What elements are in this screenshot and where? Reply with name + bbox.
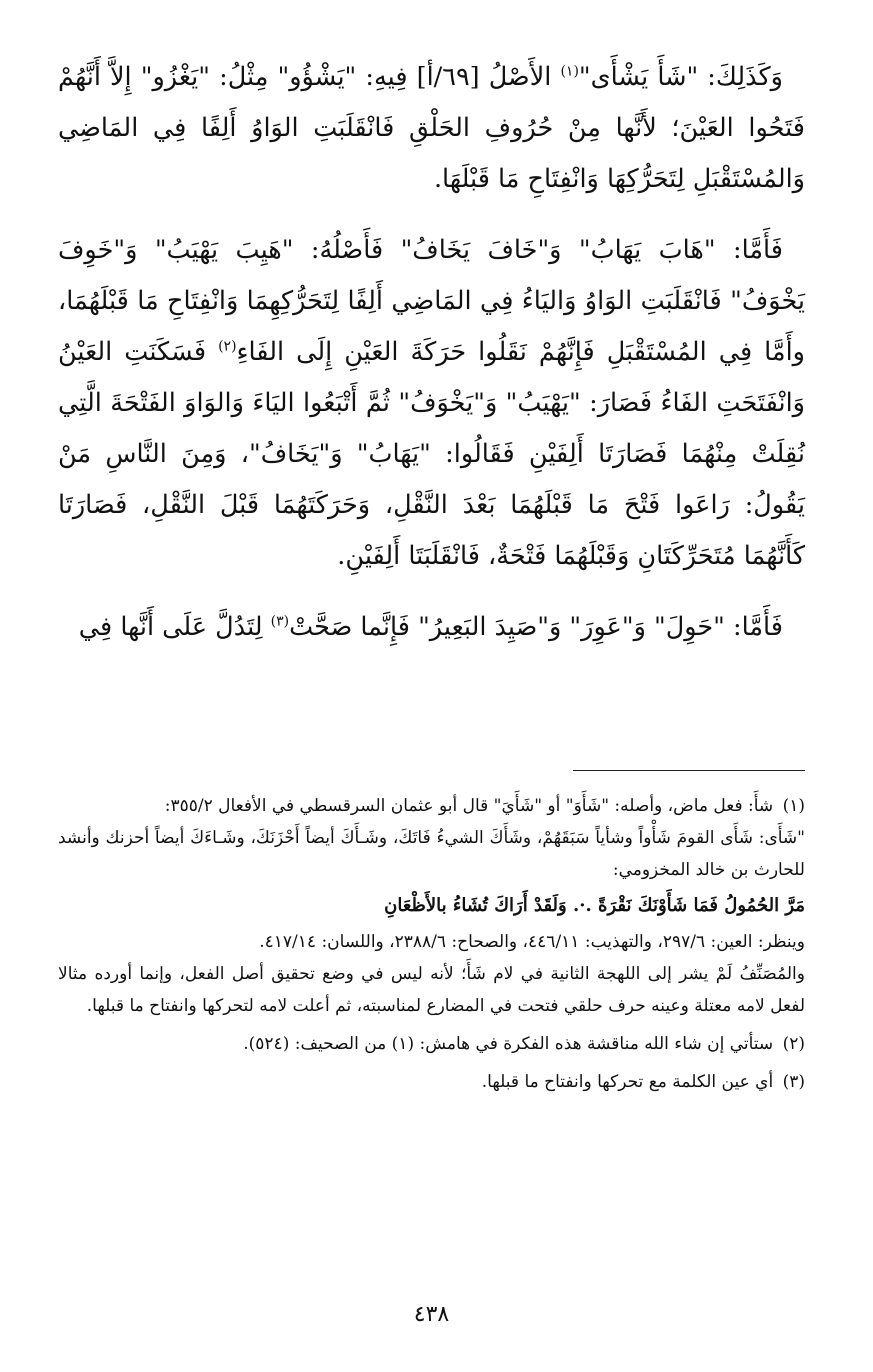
footnote-ref-3: (٣) [270, 613, 290, 630]
footnote-3-number: (٣) [782, 1072, 805, 1092]
paragraph-2-text-a: فَأَمَّا: "هَابَ يَهَابُ" وَ"خَافَ يَخَافُ" فَأَصْلُهُ: "هَيِبَ يَهْيَبُ" وَ"خَوِفَ يَخْوَفُ" فَانْقَلَبَتِ الوَاوُ وَاليَاءُ فِي المَاضِي أَلِفًا لِتَحَرُّكِهِمَا وَانْفِتَاحِ مَا قَبْلَهُمَا، وأَمَّا فِي المُسْتَقْبَلِ فَإِنَّهُمْ نَقَلُوا حَرَكَةَ العَيْنِ إِلَى الفَاءِ [58, 235, 805, 367]
footnote-1-line-1 [58, 790, 805, 822]
paragraph-3-text-b: لِتَدُلَّ عَلَى أَنَّها فِي [78, 612, 271, 642]
main-text [58, 52, 805, 673]
paragraph-1-text-b: الأَصْلُ [٦٩/أ] فِيهِ: "يَشْؤُو" مِثْلُ: "يَغْزُو" إِلاَّ أَنَّهُمْ فَتَحُوا العَيْنَ؛ لأَنَّها مِنْ حُرُوفِ الحَلْقِ فَانْقَلَبَتِ الوَاوُ أَلِفًا فِي المَاضِي وَالمُسْتَقْبَلِ لِتَحَرُّكِهَا وَانْفِتَاحِ مَا قَبْلَهَا. [58, 62, 805, 194]
footnote-3 [58, 1066, 805, 1098]
footnote-1-number: (١) [782, 796, 805, 816]
footnote-divider [573, 770, 805, 771]
footnote-2 [58, 1028, 805, 1060]
paragraph-2-text-b: فَسَكَنَتِ العَيْنُ وَانْفَتَحَتِ الفَاءُ فَصَارَ: "يَهْيَبُ" وَ"يَخْوَفُ" ثُمَّ أَتْبَعُوا اليَاءَ وَالوَاوَ الفَتْحَةَ الَّتِي نُقِلَتْ مِنْهُمَا فَصَارَتَا أَلِفَيْنِ فَقَالُوا: "يَهَابُ" وَ"يَخَافُ"، وَمِنَ النَّاسِ مَنْ يَقُولُ: رَاعَوا فَتْحَ مَا قَبْلَهُمَا بَعْدَ النَّقْلِ، وَحَرَكَتَهُمَا قَبْلَ النَّقْلِ، فَصَارَتَا كَأَنَّهُمَا مُتَحَرِّكَتَانِ وَقَبْلَهُمَا فَتْحَةٌ، فَانْقَلَبَتَا أَلِفَيْنِ. [58, 337, 805, 571]
paragraph-3 [58, 602, 805, 653]
footnote-1-line-1-text: شأَ: فعل ماض، وأصله: "شَأَوَ" أو "شَأَيَ" قال أبو عثمان السرقسطي في الأفعال ٣٥٥/٢: [164, 796, 774, 816]
page-number: ٤٣٨ [413, 1302, 450, 1327]
footnote-2-text: ستأتي إن شاء الله مناقشة هذه الفكرة في هامش: (١) من الصحيف: (٥٢٤). [243, 1034, 774, 1054]
book-page [58, 0, 805, 1372]
paragraph-2 [58, 225, 805, 582]
paragraph-1-text-a: وَكَذَلِكَ: "شَأَ يَشْأَى" [578, 62, 783, 92]
footnote-3-text: أي عين الكلمة مع تحركها وانفتاح ما قبلها. [481, 1072, 774, 1092]
footnote-1-line-2: "شَأَى: شَأَى القومَ شَأْواً وشأياً سَبَقَهُمْ، وشَأَكَ الشيءُ فَاتَكَ، وشَـأَكَ أيضاً أَحْزَنَكَ، وشَـاءَكَ أيضاً أحزنك وأنشد للحارث بن خالد المخزومي: [58, 828, 805, 880]
footnote-1-verse: مَرَّ الحُمُولُ فَمَا شَأَوْنَكَ نَقْرَةً .·. وَلَقَدْ أَرَاكَ تُشَاءُ بالأَظْعَانِ [384, 895, 805, 916]
footnote-ref-2: (٢) [218, 338, 237, 355]
paragraph-1 [58, 52, 805, 205]
footnote-2-number: (٢) [782, 1034, 805, 1054]
footnotes [58, 790, 805, 1104]
footnote-1 [58, 790, 805, 1022]
footnote-1-line-3: وينظر: العين: ٢٩٧/٦، والتهذيب: ٤٤٦/١١، والصحاح: ٢٣٨٨/٦، واللسان: ٤١٧/١٤. [259, 932, 805, 952]
paragraph-3-text-a: فَأَمَّا: "حَوِلَ" وَ"عَوِرَ" وَ"صَيِدَ البَعِيرُ" فَإِنَّما صَحَّتْ [289, 612, 783, 642]
footnote-ref-1: (١) [560, 63, 579, 80]
footnote-1-line-4: والمُصَنِّفُ لَمْ يشر إلى اللهجة الثانية في لام شَأَ؛ لأنه ليس في وضع تحقيق أصل الفعل، وإنما أورده مثالا لفعل لامه معتلة وعينه حرف حلقي فتحت في المضارع لمناسبته، ثم أعلت لامه لتحركها وانفتاح ما قبلها. [58, 964, 805, 1016]
